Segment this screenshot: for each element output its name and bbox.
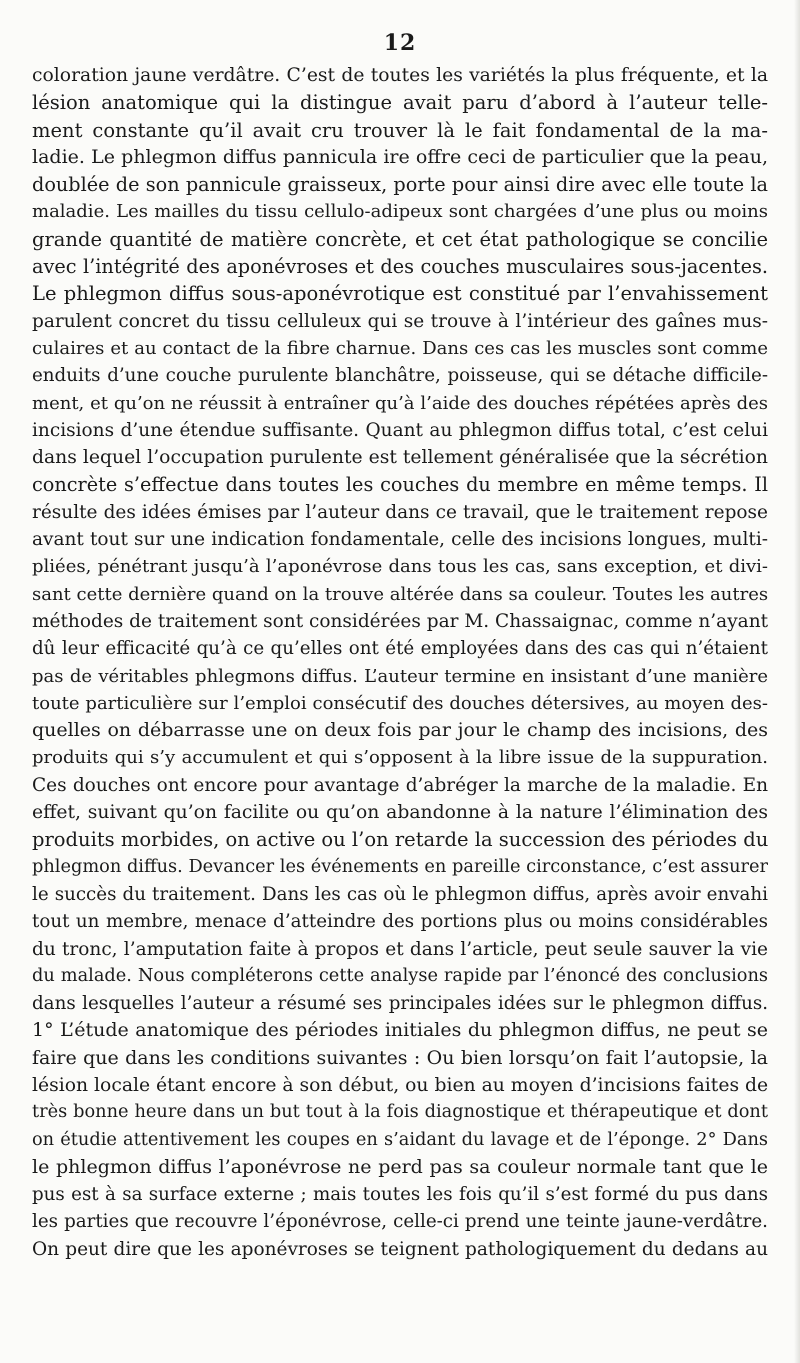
text-line: tout un membre, menace d’atteindre des portions plus ou moins considérables	[32, 911, 768, 933]
text-line: parulent concret du tissu celluleux qui se trouve à l’intérieur des gaînes mus-	[32, 310, 768, 332]
text-line: pus est à sa surface externe ; mais toutes les fois qu’il s’est formé du pus dans	[32, 1184, 768, 1206]
text-line: effet, suivant qu’on facilite ou qu’on abandonne à la nature l’élimination des	[32, 802, 768, 824]
text-line: avant tout sur une indication fondamentale, celle des incisions longues, multi-	[32, 529, 768, 551]
text-line: produits qui s’y accumulent et qui s’opposent à la libre issue de la suppuration.	[32, 747, 768, 769]
text-line: enduits d’une couche purulente blanchâtre, poisseuse, qui se détache difficile-	[32, 365, 768, 387]
text-line: quelles on débarrasse une on deux fois par jour le champ des incisions, des	[32, 719, 768, 742]
page-edge-shadow	[794, 0, 800, 1363]
text-line: incisions d’une étendue suffisante. Quant au phlegmon diffus total, c’est celui	[32, 419, 768, 441]
text-line: pas de véritables phlegmons diffus. L’auteur termine en insistant d’une manière	[32, 665, 768, 687]
text-line: phlegmon diffus. Devancer les événements en pareille circonstance, c’est assurer	[32, 856, 768, 877]
text-line: dû leur efficacité qu’à ce qu’elles ont été employées dans des cas qui n’étaient	[32, 638, 768, 660]
text-line: concrète s’effectue dans toutes les couches du membre en même temps. Il	[32, 473, 768, 497]
text-line: coloration jaune verdâtre. C’est de toutes les variétés la plus fréquente, et la	[32, 65, 768, 86]
text-line: culaires et au contact de la fibre charnue. Dans ces cas les muscles sont comme	[32, 337, 768, 359]
text-line: méthodes de traitement sont considérées par M. Chassaignac, comme n’ayant	[32, 610, 768, 632]
text-line: grande quantité de matière concrète, et cet état pathologique se concilie	[32, 227, 768, 251]
text-line: lésion locale étant encore à son début, ou bien au moyen d’incisions faites de	[32, 1074, 768, 1096]
text-line: sant cette dernière quand on la trouve altérée dans sa couleur. Toutes les autres	[32, 583, 768, 605]
text-line: ladie. Le phlegmon diffus pannicula ire offre ceci de particulier que la peau,	[32, 145, 768, 168]
text-line: On peut dire que les aponévroses se teignent pathologiquement du dedans au	[32, 1238, 768, 1260]
text-line: Ces douches ont encore pour avantage d’abréger la marche de la maladie. En	[32, 774, 768, 796]
text-line: très bonne heure dans un but tout à la fois diagnostique et thérapeutique et dont	[32, 1102, 768, 1123]
text-line: faire que dans les conditions suivantes : Ou bien lorsqu’on fait l’autopsie, la	[32, 1046, 768, 1069]
text-line: produits morbides, on active ou l’on retarde la succession des périodes du	[32, 828, 768, 852]
page-number: 12	[383, 30, 417, 56]
text-line: ment constante qu’il avait cru trouver là le fait fondamental de la ma-	[32, 118, 768, 142]
text-line: les parties que recouvre l’éponévrose, celle-ci prend une teinte jaune-verdâtre.	[32, 1211, 768, 1233]
text-line: le phlegmon diffus l’aponévrose ne perd pas sa couleur normale tant que le	[32, 1155, 768, 1178]
text-line: du malade. Nous compléterons cette analyse rapide par l’énoncé des conclusions	[32, 965, 768, 986]
text-line: 1° L’étude anatomique des périodes initiales du phlegmon diffus, ne peut se	[32, 1019, 768, 1042]
text-line: toute particulière sur l’emploi consécutif des douches détersives, au moyen des-	[32, 692, 768, 714]
text-line: doublée de son pannicule graisseux, porte pour ainsi dire avec elle toute la	[32, 173, 768, 197]
text-line: résulte des idées émises par l’auteur dans ce travail, que le traitement repose	[32, 501, 768, 523]
text-line: pliées, pénétrant jusqu’à l’aponévrose dans tous les cas, sans exception, et divi-	[32, 556, 768, 578]
text-line: ment, et qu’on ne réussit à entraîner qu’à l’aide des douches répétées après des	[32, 392, 768, 414]
text-line: le succès du traitement. Dans les cas où le phlegmon diffus, après avoir envahi	[32, 883, 768, 905]
text-line: avec l’intégrité des aponévroses et des couches musculaires sous-jacentes.	[32, 255, 768, 279]
text-line: dans lesquelles l’auteur a résumé ses principales idées sur le phlegmon diffus.	[32, 993, 768, 1015]
text-line: lésion anatomique qui la distingue avait paru d’abord à l’auteur telle-	[32, 91, 768, 115]
text-line: du tronc, l’amputation faite à propos et dans l’article, peut seule sauver la vie	[32, 938, 768, 960]
body-text	[32, 62, 768, 1263]
text-line: Le phlegmon diffus sous-aponévrotique est constitué par l’envahissement	[32, 282, 768, 306]
text-line: maladie. Les mailles du tissu cellulo-adipeux sont chargées d’une plus ou moins	[32, 201, 768, 223]
text-line: dans lequel l’occupation purulente est tellement généralisée que la sécrétion	[32, 447, 768, 469]
text-line: on étudie attentivement les coupes en s’aidant du lavage et de l’éponge. 2° Dans	[32, 1129, 768, 1150]
